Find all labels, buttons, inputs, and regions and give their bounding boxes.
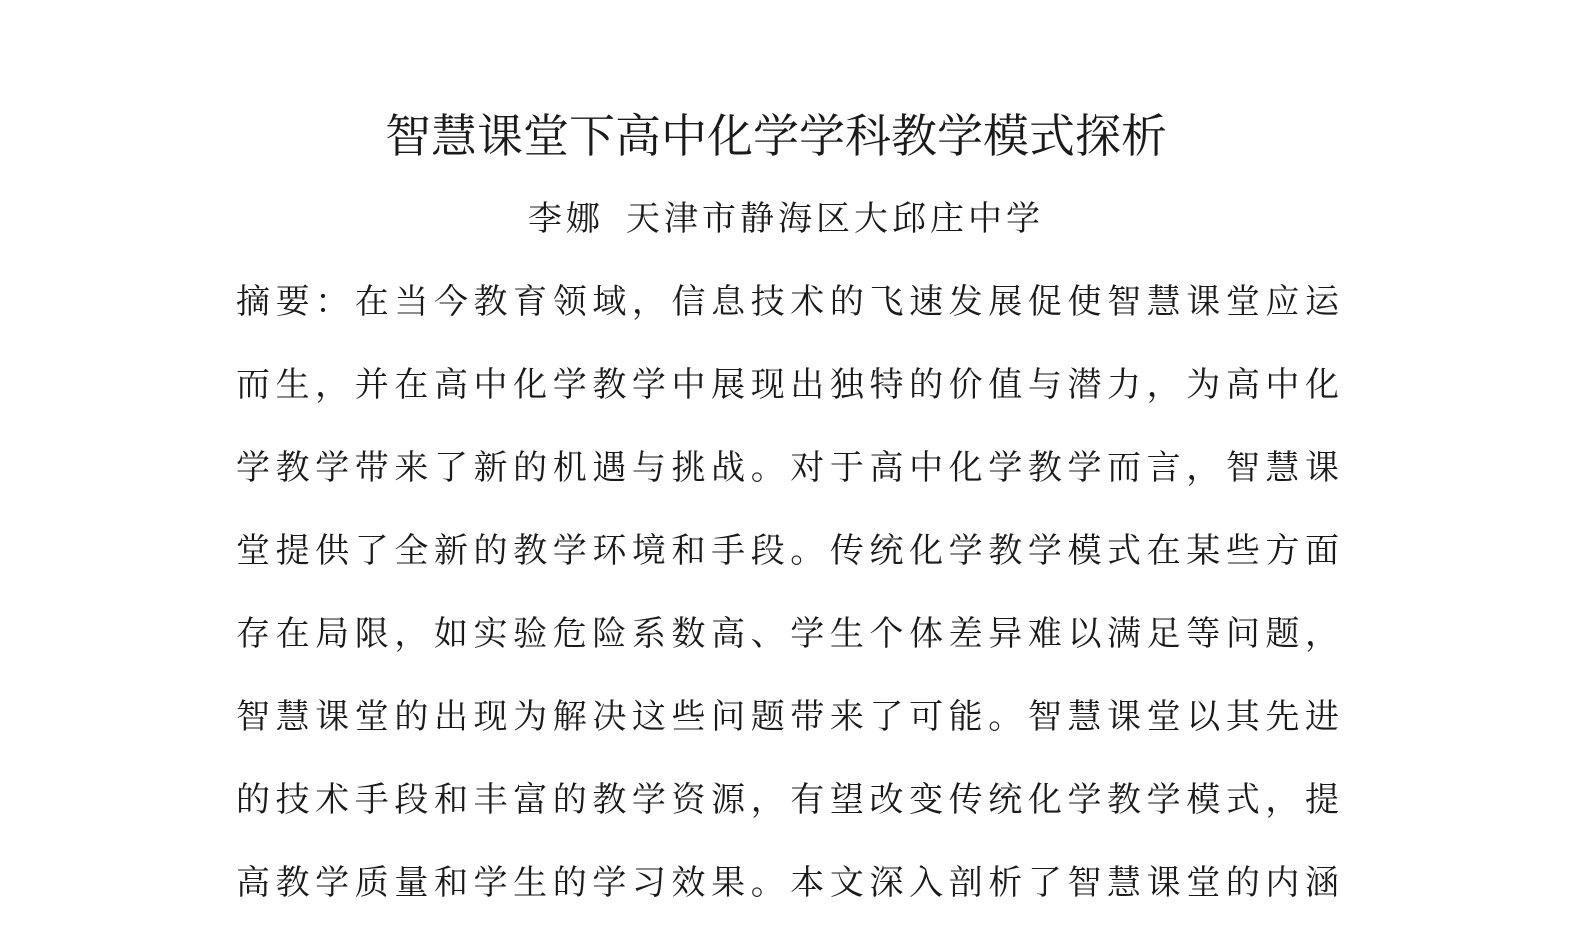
abstract-line: 而生，并在高中化学教学中展现出独特的价值与潜力，为高中化	[236, 365, 1339, 405]
abstract-line: 摘要：在当今教育领域，信息技术的飞速发展促使智慧课堂应运	[236, 282, 1339, 322]
byline	[0, 196, 1572, 242]
paper-title: 智慧课堂下高中化学学科教学模式探析	[385, 109, 1167, 163]
abstract-line: 智慧课堂的出现为解决这些问题带来了可能。智慧课堂以其先进	[236, 697, 1339, 737]
abstract-line: 高教学质量和学生的学习效果。本文深入剖析了智慧课堂的内涵	[236, 863, 1339, 903]
abstract-line: 学教学带来了新的机遇与挑战。对于高中化学教学而言，智慧课	[236, 448, 1339, 488]
abstract-line: 存在局限，如实验危险系数高、学生个体差异难以满足等问题，	[236, 614, 1339, 654]
abstract-line: 堂提供了全新的教学环境和手段。传统化学教学模式在某些方面	[236, 531, 1339, 571]
abstract-paragraph	[236, 272, 1339, 936]
abstract-line: 的技术手段和丰富的教学资源，有望改变传统化学教学模式，提	[236, 780, 1339, 820]
author-affiliation: 天津市静海区大邱庄中学	[626, 199, 1044, 239]
author-name: 李娜	[528, 199, 604, 239]
